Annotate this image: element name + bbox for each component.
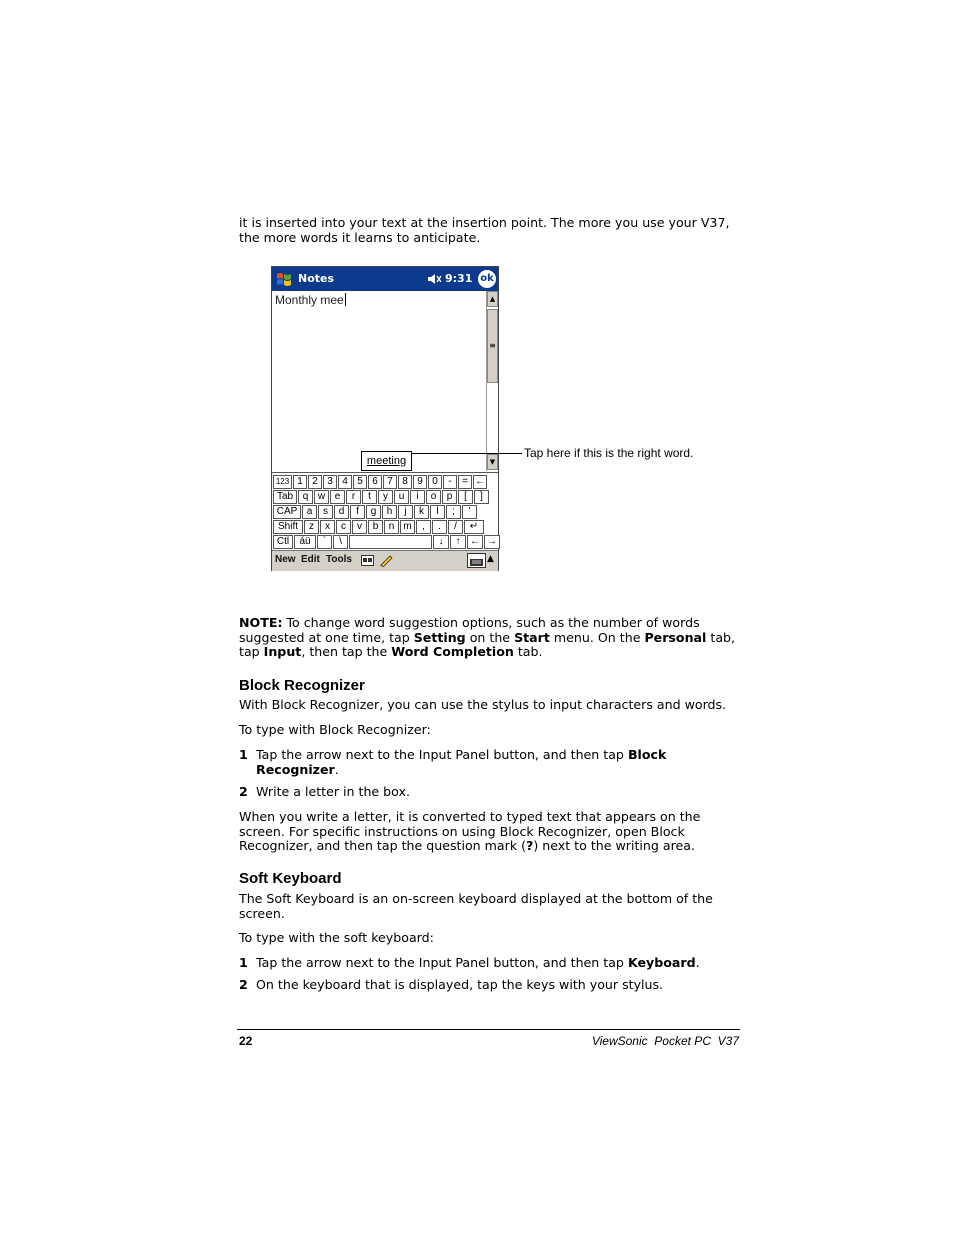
menu-edit[interactable]: Edit: [301, 554, 320, 565]
step-text: Write a letter in the box.: [256, 784, 410, 799]
pen-icon[interactable]: [379, 554, 393, 567]
key[interactable]: m: [400, 520, 415, 534]
soft-step-1: [239, 956, 739, 971]
key[interactable]: ,: [416, 520, 431, 534]
key[interactable]: \: [333, 535, 348, 549]
note-text-1: To change word suggestion options, such as the number of words suggested at one time, tap: [239, 615, 700, 645]
key[interactable]: h: [382, 505, 397, 519]
step-bold: Keyboard: [627, 955, 696, 970]
note-area[interactable]: [272, 291, 486, 471]
key[interactable]: j: [398, 505, 413, 519]
key[interactable]: v: [352, 520, 367, 534]
block-recognizer-heading: Block Recognizer: [239, 677, 365, 694]
step-number: 2: [239, 977, 248, 992]
key[interactable]: u: [394, 490, 409, 504]
note-bold-start: Start: [514, 629, 550, 645]
block-step-2: [239, 785, 739, 800]
menu-bar: [272, 550, 498, 571]
key[interactable]: ': [462, 505, 477, 519]
app-title: Notes: [298, 272, 335, 285]
callout-line: [411, 453, 522, 454]
key[interactable]: ]: [474, 490, 489, 504]
key[interactable]: i: [410, 490, 425, 504]
key[interactable]: 2: [308, 475, 322, 489]
key[interactable]: →: [484, 535, 500, 549]
step-number: 2: [239, 784, 248, 799]
space-key[interactable]: [349, 535, 432, 549]
key[interactable]: n: [384, 520, 399, 534]
key[interactable]: 9: [413, 475, 427, 489]
block-p3-end: ) next to the writing area.: [533, 838, 695, 854]
key[interactable]: 0: [428, 475, 442, 489]
question-mark: ?: [526, 838, 534, 854]
key[interactable]: Ctl: [273, 535, 293, 549]
menu-new[interactable]: New: [275, 554, 296, 565]
note-text: Monthly mee: [275, 293, 344, 307]
step-number: 1: [239, 747, 248, 762]
key[interactable]: ↑: [450, 535, 466, 549]
key[interactable]: a: [302, 505, 317, 519]
key[interactable]: 4: [338, 475, 352, 489]
keyboard-row-2: [273, 490, 489, 504]
note-bold-input: Input: [263, 644, 302, 660]
key[interactable]: k: [414, 505, 429, 519]
scrollbar[interactable]: [486, 291, 498, 471]
keyboard-icon[interactable]: [467, 553, 486, 568]
soft-paragraph-2: To type with the soft keyboard:: [239, 930, 434, 945]
note-text-3: menu. On the: [549, 629, 645, 645]
key[interactable]: t: [362, 490, 377, 504]
key[interactable]: CAP: [273, 505, 301, 519]
key[interactable]: y: [378, 490, 393, 504]
key[interactable]: ←: [467, 535, 483, 549]
block-step-1: [239, 748, 739, 777]
key[interactable]: p: [442, 490, 457, 504]
key[interactable]: 3: [323, 475, 337, 489]
key[interactable]: r: [346, 490, 361, 504]
note-text-5: , then tap the: [301, 644, 392, 660]
note-bold-personal: Personal: [644, 629, 707, 645]
backspace-key[interactable]: ←: [475, 476, 485, 487]
key[interactable]: 6: [368, 475, 382, 489]
footer-title: ViewSonic Pocket PC V37: [591, 1034, 739, 1048]
key[interactable]: b: [368, 520, 383, 534]
intro-paragraph: it is inserted into your text at the insertion point. The more you use your V37, the more words it learns to anticipate.: [239, 215, 730, 245]
key[interactable]: `: [317, 535, 332, 549]
block-p3-text: When you write a letter, it is converted to typed text that appears on the screen. For specific instructions on using Block Recognizer, open Block Recognizer, and then tap the question mark (: [239, 809, 701, 854]
key[interactable]: 1: [293, 475, 307, 489]
ok-button[interactable]: ok: [478, 270, 496, 288]
block-paragraph-3: [239, 810, 739, 854]
key[interactable]: =: [458, 475, 472, 489]
step-text: On the keyboard that is displayed, tap the keys with your stylus.: [256, 977, 664, 992]
enter-key[interactable]: ↵: [464, 520, 484, 534]
step-end: .: [695, 955, 700, 970]
footer-rule: [237, 1029, 740, 1030]
step-number: 1: [239, 955, 248, 970]
keyboard-row-4: [273, 520, 484, 534]
key[interactable]: Shift: [273, 520, 303, 534]
note-bold-word-completion: Word Completion: [391, 644, 514, 660]
key[interactable]: -: [443, 475, 457, 489]
note-text-2: on the: [465, 629, 515, 645]
key[interactable]: q: [298, 490, 313, 504]
scroll-down-icon[interactable]: ▼: [487, 454, 498, 470]
key[interactable]: z: [304, 520, 319, 534]
key[interactable]: e: [330, 490, 345, 504]
clock: 9:31: [445, 272, 473, 285]
input-panel-arrow-icon[interactable]: ▲: [487, 554, 494, 564]
note-text-4: tab, tap: [239, 629, 736, 660]
scroll-up-icon[interactable]: ▲: [487, 291, 498, 307]
key[interactable]: /: [448, 520, 463, 534]
callout-label: Tap here if this is the right word.: [524, 446, 694, 460]
step-end: .: [334, 761, 339, 777]
keyboard-row-1: [273, 475, 487, 489]
step-bold: Block Recognizer: [256, 747, 667, 777]
key[interactable]: 5: [353, 475, 367, 489]
title-bar: [272, 267, 498, 291]
key[interactable]: .: [432, 520, 447, 534]
note-bold-setting: Setting: [413, 629, 466, 645]
key[interactable]: d: [334, 505, 349, 519]
key[interactable]: s: [318, 505, 333, 519]
insertion-caret: [345, 293, 346, 306]
soft-paragraph-1: The Soft Keyboard is an on-screen keyboard displayed at the bottom of the screen.: [239, 891, 713, 921]
key[interactable]: l: [430, 505, 445, 519]
scroll-thumb[interactable]: ≡: [487, 309, 498, 383]
block-paragraph-2: To type with Block Recognizer:: [239, 722, 431, 737]
soft-step-2: [239, 978, 739, 993]
page-number: 22: [239, 1034, 253, 1048]
key[interactable]: Tab: [273, 490, 297, 504]
key[interactable]: x: [320, 520, 335, 534]
speaker-icon: [427, 272, 443, 286]
key[interactable]: 7: [383, 475, 397, 489]
soft-keyboard: [272, 472, 498, 549]
key[interactable]: [: [458, 490, 473, 504]
pocket-pc-screenshot: [271, 266, 499, 571]
block-paragraph-1: With Block Recognizer, you can use the stylus to input characters and words.: [239, 697, 727, 712]
key[interactable]: o: [426, 490, 441, 504]
key[interactable]: f: [350, 505, 365, 519]
key[interactable]: g: [366, 505, 381, 519]
key[interactable]: ↓: [433, 535, 449, 549]
key[interactable]: 123: [273, 475, 292, 489]
soft-keyboard-heading: Soft Keyboard: [239, 870, 342, 887]
note-label: NOTE:: [239, 615, 283, 630]
step-text: Tap the arrow next to the Input Panel button, and then tap: [256, 747, 628, 762]
key[interactable]: c: [336, 520, 351, 534]
keyboard-row-5: [273, 535, 500, 549]
key[interactable]: áü: [294, 535, 316, 549]
key[interactable]: 8: [398, 475, 412, 489]
menu-tools[interactable]: Tools: [326, 554, 352, 565]
key[interactable]: ;: [446, 505, 461, 519]
key[interactable]: w: [314, 490, 329, 504]
recording-icon[interactable]: [361, 555, 374, 566]
note-text-6: tab.: [513, 644, 543, 660]
windows-start-icon: [275, 270, 294, 288]
word-suggestion[interactable]: meeting: [361, 451, 412, 471]
step-text: Tap the arrow next to the Input Panel button, and then tap: [256, 955, 628, 970]
keyboard-row-3: [273, 505, 477, 519]
note-paragraph: [239, 616, 739, 660]
